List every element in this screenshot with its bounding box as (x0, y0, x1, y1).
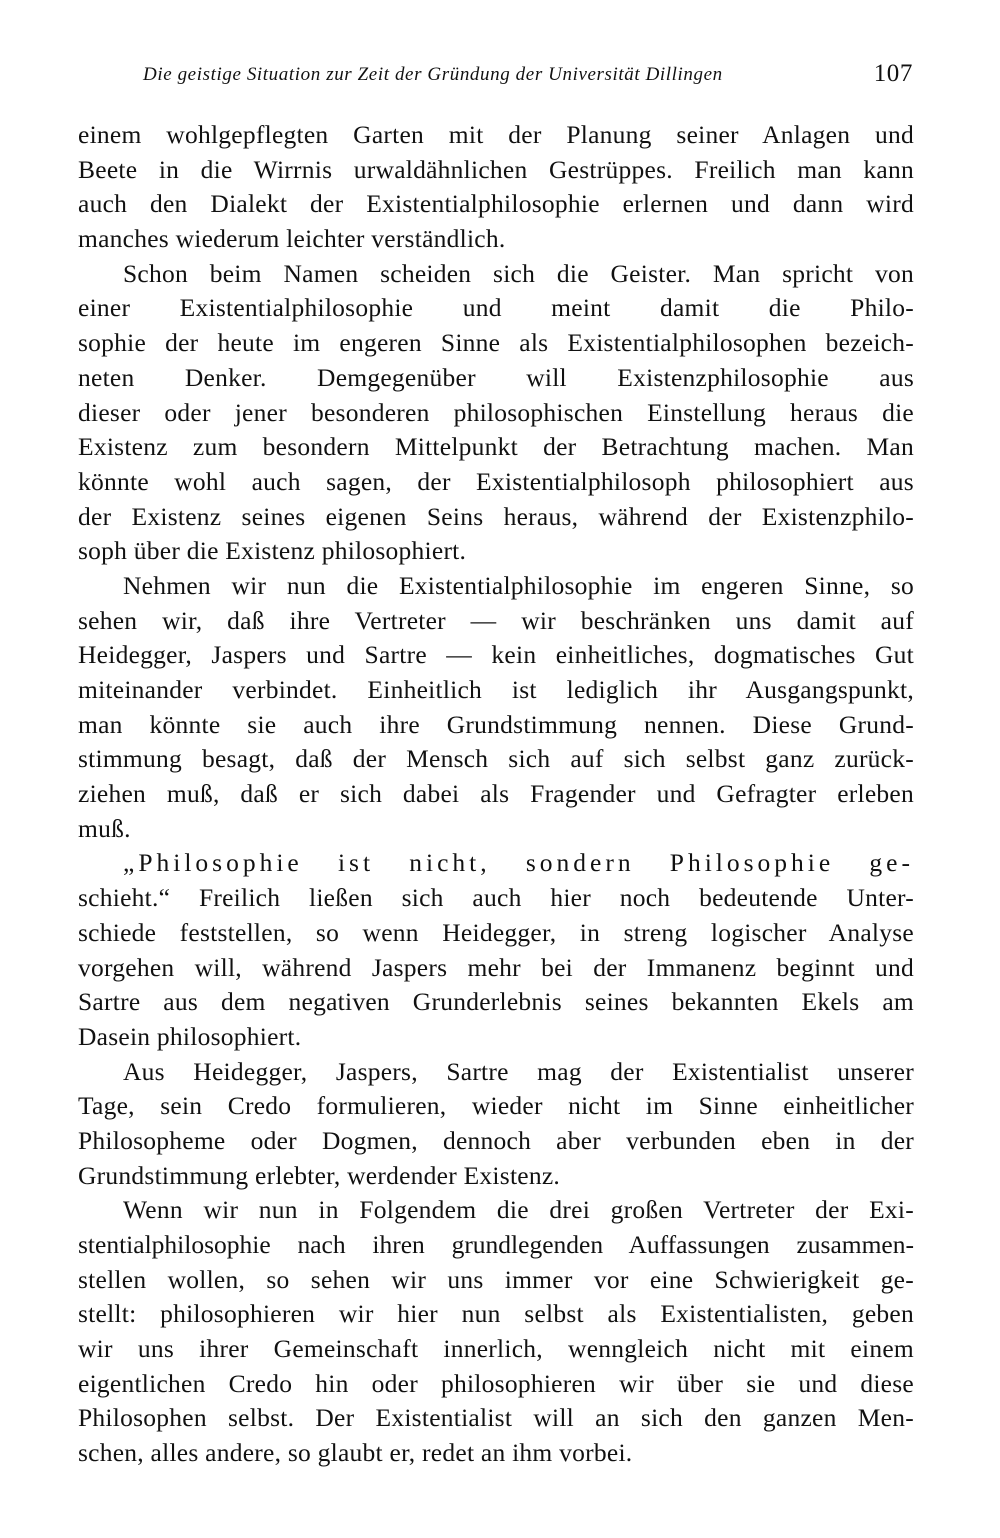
text-line: schieht.“ Freilich ließen sich auch hier noch bedeutende Unter- (78, 883, 914, 913)
text-line: sehen wir, daß ihre Vertreter — wir beschränken uns damit auf (78, 605, 914, 635)
text-line: einer Existentialphilosophie und meint damit die Philo- (78, 293, 914, 323)
paragraph-1 (78, 118, 914, 257)
text-line: Tage, sein Credo formulieren, wieder nicht im Sinne einheitlicher (78, 1091, 914, 1121)
text-line: „Philosophie ist nicht, sondern Philosophie ge- (123, 848, 914, 878)
text-line: wir uns ihrer Gemeinschaft innerlich, wenngleich nicht mit einem (78, 1334, 914, 1364)
text-line: Dasein philosophiert. (78, 1021, 302, 1051)
paragraph-4 (78, 846, 914, 1054)
text-line: soph über die Existenz philosophiert. (78, 536, 467, 566)
paragraph-3 (78, 569, 914, 847)
text-line: der Existenz seines eigenen Seins heraus, während der Existenzphilo- (78, 501, 914, 531)
text-line: Philosophen selbst. Der Existentialist will an sich den ganzen Men- (78, 1403, 914, 1433)
text-line: Grundstimmung erlebter, werdender Existenz. (78, 1160, 561, 1190)
text-line: stentialphilosophie nach ihren grundlegenden Auffassungen zusammen- (78, 1230, 914, 1259)
text-line: man könnte sie auch ihre Grundstimmung nennen. Diese Grund- (78, 709, 914, 739)
text-line: könnte wohl auch sagen, der Existentialphilosoph philosophiert aus (78, 466, 914, 496)
text-line: Existenz zum besondern Mittelpunkt der Betrachtung machen. Man (78, 432, 914, 462)
text-line: stimmung besagt, daß der Mensch sich auf sich selbst ganz zurück- (78, 744, 914, 774)
text-line: Schon beim Namen scheiden sich die Geister. Man spricht von (123, 258, 914, 288)
text-line: dieser oder jener besonderen philosophischen Einstellung heraus die (78, 397, 914, 427)
paragraph-6 (78, 1193, 914, 1471)
page-number: 107 (873, 60, 913, 87)
text-line: sophie der heute im engeren Sinne als Existentialphilosophen bezeich- (78, 328, 914, 358)
text-line: auch den Dialekt der Existentialphilosophie erlernen und dann wird (78, 189, 914, 219)
running-title: Die geistige Situation zur Zeit der Gründung der Universität Dillingen (143, 64, 723, 85)
text-line: Nehmen wir nun die Existentialphilosophie im engeren Sinne, so (123, 570, 914, 600)
text-line: neten Denker. Demgegenüber will Existenzphilosophie aus (78, 362, 914, 392)
text-line: schiede feststellen, so wenn Heidegger, in streng logischer Analyse (78, 917, 914, 947)
body-text (78, 118, 914, 1471)
text-line: schen, alles andere, so glaubt er, redet an ihm vorbei. (78, 1438, 633, 1468)
text-line: muß. (78, 813, 131, 843)
text-line: Aus Heidegger, Jaspers, Sartre mag der Existentialist unserer (123, 1056, 914, 1086)
text-line: stellt: philosophieren wir hier nun selbst als Existentialisten, geben (78, 1299, 914, 1329)
text-line: Heidegger, Jaspers und Sartre — kein einheitliches, dogmatisches Gut (78, 640, 914, 670)
text-line: miteinander verbindet. Einheitlich ist lediglich ihr Ausgangspunkt, (78, 675, 914, 704)
text-line: Beete in die Wirrnis urwaldähnlichen Gestrüppes. Freilich man kann (78, 154, 914, 184)
text-line: stellen wollen, so sehen wir uns immer vor eine Schwierigkeit ge- (78, 1264, 914, 1294)
paragraph-5 (78, 1055, 914, 1194)
text-line: vorgehen will, während Jaspers mehr bei der Immanenz beginnt und (78, 952, 914, 982)
text-line: Philosopheme oder Dogmen, dennoch aber verbunden eben in der (78, 1125, 914, 1155)
running-head (143, 60, 913, 90)
text-line: Wenn wir nun in Folgendem die drei großen Vertreter der Exi- (123, 1195, 914, 1225)
paragraph-2 (78, 257, 914, 569)
text-line: Sartre aus dem negativen Grunderlebnis seines bekannten Ekels am (78, 987, 914, 1017)
text-line: einem wohlgepflegten Garten mit der Planung seiner Anlagen und (78, 120, 914, 149)
text-line: eigentlichen Credo hin oder philosophieren wir über sie und diese (78, 1368, 914, 1398)
text-line: ziehen muß, daß er sich dabei als Fragender und Gefragter erleben (78, 779, 914, 809)
text-line: manches wiederum leichter verständlich. (78, 224, 506, 254)
